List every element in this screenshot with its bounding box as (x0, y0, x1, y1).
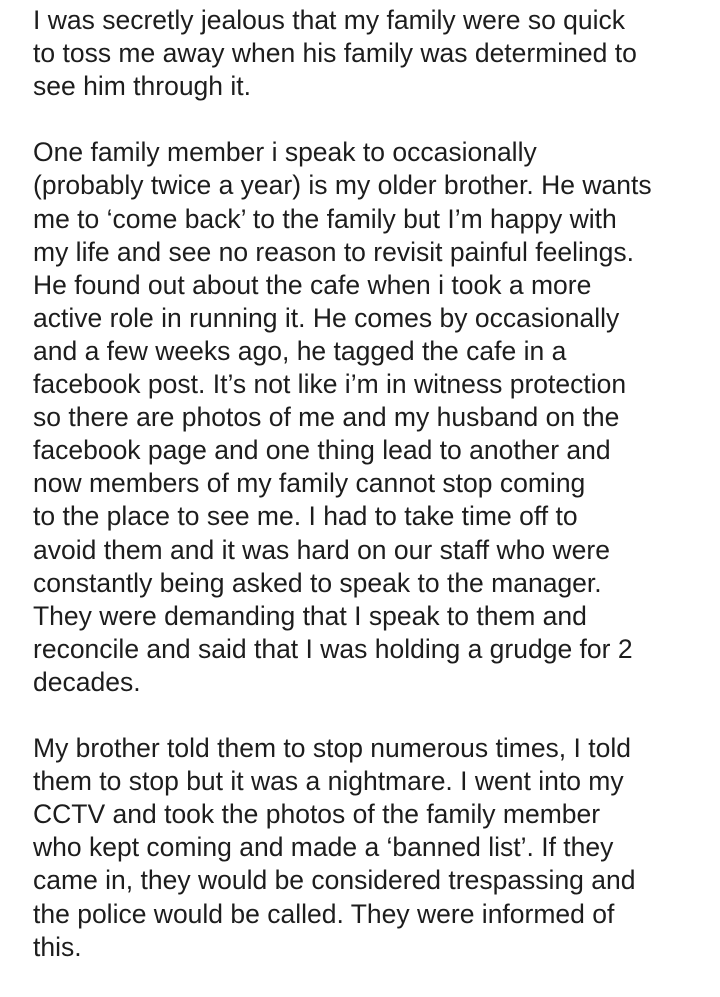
text-line: my life and see no reason to revisit painful feelings. (33, 236, 634, 267)
paragraph-1 (33, 4, 693, 103)
text-line: He found out about the cafe when i took a more (33, 269, 592, 300)
text-line: this. (33, 931, 82, 962)
text-line: My brother told them to stop numerous times, I told (33, 733, 631, 764)
text-line: to toss me away when his family was determined to (33, 38, 637, 69)
text-line: the police would be called. They were informed of (33, 898, 615, 929)
text-line: They were demanding that I speak to them and (33, 600, 587, 631)
text-line: active role in running it. He comes by occasionally (33, 302, 620, 333)
text-line: One family member i speak to occasionally (33, 137, 537, 168)
post-text-body (33, 4, 693, 997)
paragraph-3 (33, 732, 693, 964)
text-line: reconcile and said that I was holding a grudge for 2 (33, 633, 633, 664)
text-line: so there are photos of me and my husband on the (33, 402, 620, 433)
text-line: constantly being asked to speak to the manager. (33, 567, 602, 598)
text-line: facebook post. It’s not like i’m in witness protection (33, 369, 627, 400)
text-line: and a few weeks ago, he tagged the cafe in a (33, 335, 567, 366)
text-line: decades. (33, 666, 141, 697)
text-line: (probably twice a year) is my older brother. He wants (33, 170, 652, 201)
text-line: now members of my family cannot stop coming (33, 468, 586, 499)
text-line: them to stop but it was a nightmare. I went into my (33, 766, 624, 797)
text-line: I was secretly jealous that my family were so quick (33, 5, 626, 35)
text-line: facebook page and one thing lead to another and (33, 435, 611, 466)
text-line: to the place to see me. I had to take time off to (33, 501, 578, 532)
text-line: CCTV and took the photos of the family member (33, 799, 601, 830)
text-line: avoid them and it was hard on our staff who were (33, 534, 610, 565)
text-line: me to ‘come back’ to the family but I’m happy with (33, 203, 617, 234)
text-line: see him through it. (33, 71, 252, 102)
text-line: came in, they would be considered trespassing and (33, 865, 636, 896)
paragraph-2 (33, 136, 693, 699)
text-line: who kept coming and made a ‘banned list’. If they (33, 832, 614, 863)
